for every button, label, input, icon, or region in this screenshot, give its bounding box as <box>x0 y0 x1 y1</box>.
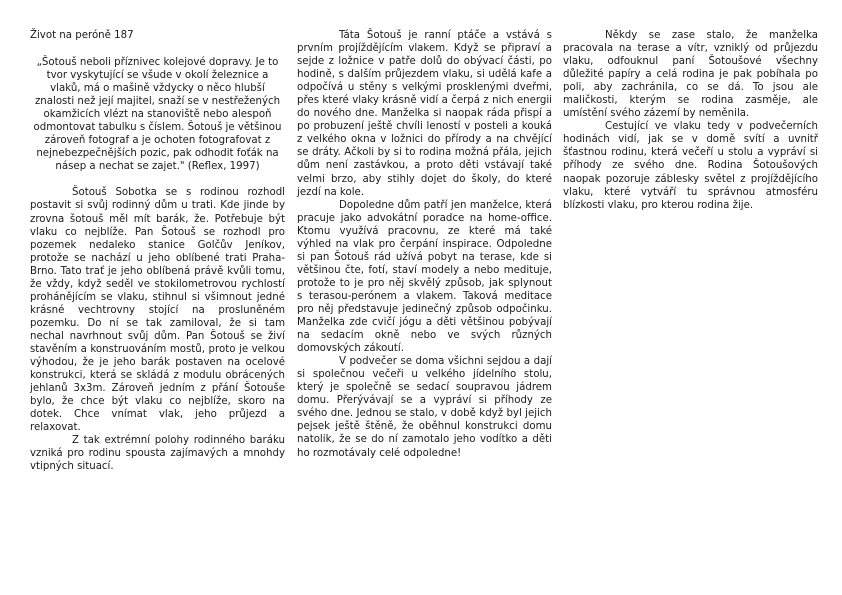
text-column-2 <box>297 29 552 460</box>
paragraph: Někdy se zase stalo, že manželka pracovala na terase a vítr, vzniklý od průjezdu vlaku, odfouknul paní Šotoušové všechny důležité papíry a celá rodina je pak pobíhala po poli, aby zachránila, co se dá. To jsou ale maličkosti, kterým se rodina zasměje, ale umístění svého zázemí by neměnila. <box>563 30 818 120</box>
paragraph: Šotouš Sobotka se s rodinou rozhodl postavit si svůj rodinný dům u trati. Kde jinde by zrovna šotouš měl mít barák, že. Potřebuje být vlaku co nejblíže. Pan Šotouš se rozhodl pro pozemek nedaleko stanice Golčův Jeníkov, protože se nachází u jeho oblíbené trati Praha-Brno. Tato trať je jeho oblíbená právě kvůli tomu, že vždy, když seděl ve stokilometrovou rychlostí prohánějícím se vlaku, stihnul si všimnout jedné krásné vechtrovny stojící na prosluněném pozemku. Do ní se tak zamiloval, že si tam nechal navrhnout svůj dům. Pan Šotouš se živí stavěním a konstruováním mostů, proto je velkou výhodou, že je jeho barák postaven na ocelové konstrukci, která se skládá z modulu obrácených jehlanů 3x3m. Zároveň jedním z přání Šotouše bylo, že chce být vlaku co nejblíže, skoro na dotek. Chce vnímat vlak, jeho průjezd a relaxovat. <box>30 187 285 434</box>
text-column-3 <box>563 29 818 212</box>
page-title: Život na peróně 187 <box>30 30 134 41</box>
paragraph: Dopoledne dům patří jen manželce, která pracuje jako advokátní poradce na home-office. Ktomu využívá pracovnu, ze které má také výhled na vlak pro čerpání inspirace. Odpoledne si pan Šotouš rád užívá pobyt na terase, kde si většinou čte, fotí, staví modely a nebo medituje, protože to je pro něj skvělý způsob, jak splynout s terasou-perónem a vlakem. Taková meditace pro něj představuje jedinečný způsob odpočinku. Manželka zde cvičí jógu a děti většinou pobývají na sedacím okně nebo ve svých různých domovských zákoutí. <box>297 199 552 355</box>
text-column-1 <box>30 56 285 473</box>
paragraph: Táta Šotouš je ranní ptáče a vstává s prvním projíždějícím vlakem. Když se připraví a sejde z ložnice v patře dolů do obývací části, po hodině, s dalším průjezdem vlaku, si udělá kafe a odpočívá u stěny s velkými prosklenými dveřmi, přes které vlaky krásně vidí a čerpá z nich energii do nového dne. Manželka si naopak ráda přispí a po probuzení ještě chvíli leností v posteli a kouká z velkého okna v ložnici do přírody a na chvějící se dráty. Ačkoli by si to rodina možná přála, jejich dům není zastávkou, a proto děti vstávají také velmi brzo, aby stihly dojet do školy, do které jezdí na kole. <box>297 30 552 198</box>
paragraph: Z tak extrémní polohy rodinného baráku vzniká pro rodinu spousta zajímavých a mnohdy vtipných situací. <box>30 435 285 473</box>
paragraph: Cestující ve vlaku tedy v podvečerních hodinách vidí, jak se v domě svítí a uvnitř šťastnou rodinu, která večeří u stolu a vypráví si příhody ze svého dne. Rodina Šotoušových naopak pozoruje záblesky světel z projíždějícího vlaku, které vytváří tu správnou atmosféru blízkosti vlaku, pro kterou rodina žije. <box>563 121 818 211</box>
paragraph: V podvečer se doma všichni sejdou a dají si společnou večeři u velkého jídelního stolu, který je společně se sedací soupravou jádrem domu. Přerývávají se a vypráví si příhody ze svého dne. Jednou se stalo, v době když byl jejich pejsek ještě štěně, že oběhnul konstrukci domu natolik, že se do ní zamotalo jeho vodítko a děti ho rozmotávaly celé odpoledne! <box>297 356 552 459</box>
reflex-quote: „Šotouš neboli příznivec kolejové dopravy. Je to tvor vyskytující se všude v okolí železnice a vlaků, má o mašině vždycky o něco hlubší znalosti než její majitel, snaží se v nestřežených okamžicích vlézt na stanoviště nebo alespoň odmontovat tabulku s číslem. Šotouš je většinou zároveň fotograf a je ochoten fotografovat z nejnebezpečnějších pozic, pak odhodit foťák na násep a nechat se zajet." (Reflex, 1997) <box>33 57 282 173</box>
